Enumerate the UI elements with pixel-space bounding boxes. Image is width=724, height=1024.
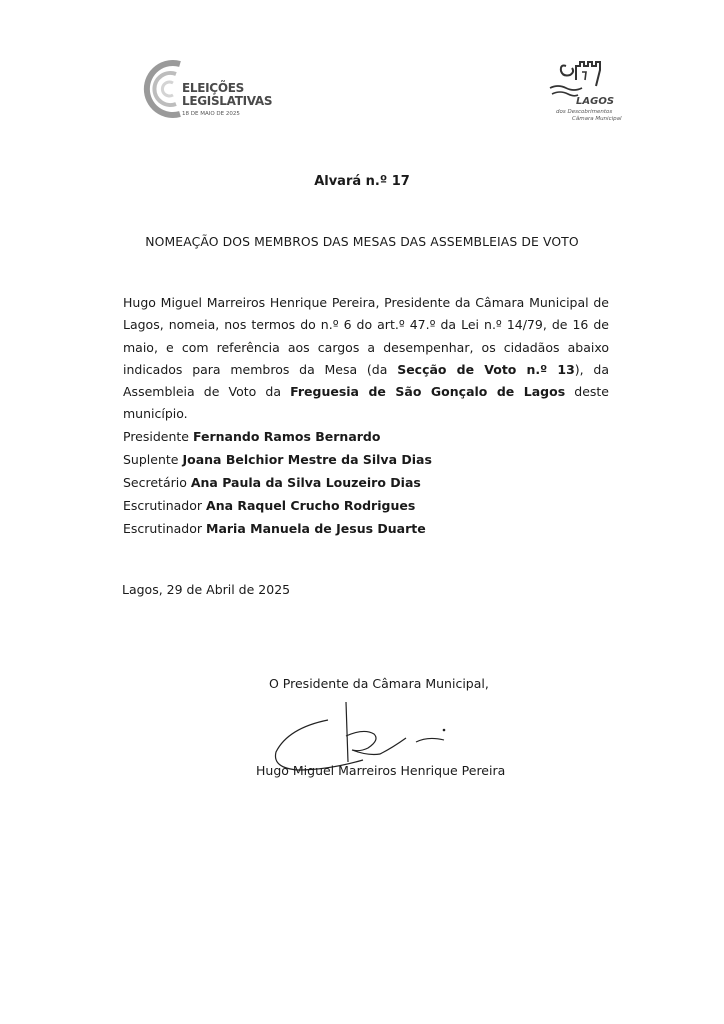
paragraph-text-3: deste município. <box>123 384 609 422</box>
elections-logo-date: 18 DE MAIO DE 2025 <box>182 111 240 117</box>
signer-name: Hugo Miguel Marreiros Henrique Pereira <box>256 763 506 778</box>
member-row <box>123 517 432 540</box>
appointment-paragraph <box>123 292 609 426</box>
member-name: Maria Manuela de Jesus Duarte <box>206 521 426 536</box>
member-role: Secretário <box>123 475 187 490</box>
elections-logo <box>140 58 290 128</box>
voting-section: Secção de Voto n.º 13 <box>397 361 575 377</box>
paragraph-text-1: Hugo Miguel Marreiros Henrique Pereira, Presidente da Câmara Municipal de Lagos, nomeia, nos termos do n.º 6 do art.º 47.º da Lei n.º 14/79, de 16 de maio, e com referência aos cargos a desempenhar, os cidadãos abaixo indicados para membros da Mesa (da <box>123 295 609 377</box>
member-role: Suplente <box>123 452 179 467</box>
municipality-logo-name: LAGOS <box>576 96 615 107</box>
member-role: Presidente <box>123 429 189 444</box>
member-name: Ana Raquel Crucho Rodrigues <box>206 498 416 513</box>
member-row <box>123 425 432 448</box>
member-name: Ana Paula da Silva Louzeiro Dias <box>190 475 421 490</box>
closing-line: O Presidente da Câmara Municipal, <box>269 676 489 691</box>
municipality-logo <box>530 58 620 124</box>
parish-name: Freguesia de São Gonçalo de Lagos <box>290 384 566 400</box>
elections-arc-icon <box>140 58 185 120</box>
paragraph-text-2: ), da Assembleia de Voto da <box>123 361 609 400</box>
member-name: Fernando Ramos Bernardo <box>192 429 381 444</box>
member-name: Joana Belchior Mestre da Silva Dias <box>182 452 432 467</box>
place-and-date: Lagos, 29 de Abril de 2025 <box>122 582 291 597</box>
member-role: Escrutinador <box>123 521 203 536</box>
document-subtitle: NOMEAÇÃO DOS MEMBROS DAS MESAS DAS ASSEMBLEIAS DE VOTO <box>145 234 579 249</box>
document-title: Alvará n.º 17 <box>314 174 410 189</box>
member-row <box>123 471 432 494</box>
member-row <box>123 448 432 471</box>
member-row <box>123 494 432 517</box>
elections-logo-line2: LEGISLATIVAS <box>182 94 273 108</box>
member-role: Escrutinador <box>123 498 203 513</box>
members-list <box>123 425 432 540</box>
municipality-logo-subtitle: Câmara Municipal <box>572 116 622 122</box>
municipality-logo-tagline: dos Descobrimentos <box>556 109 613 115</box>
elections-logo-line1: ELEIÇÕES <box>182 81 244 95</box>
